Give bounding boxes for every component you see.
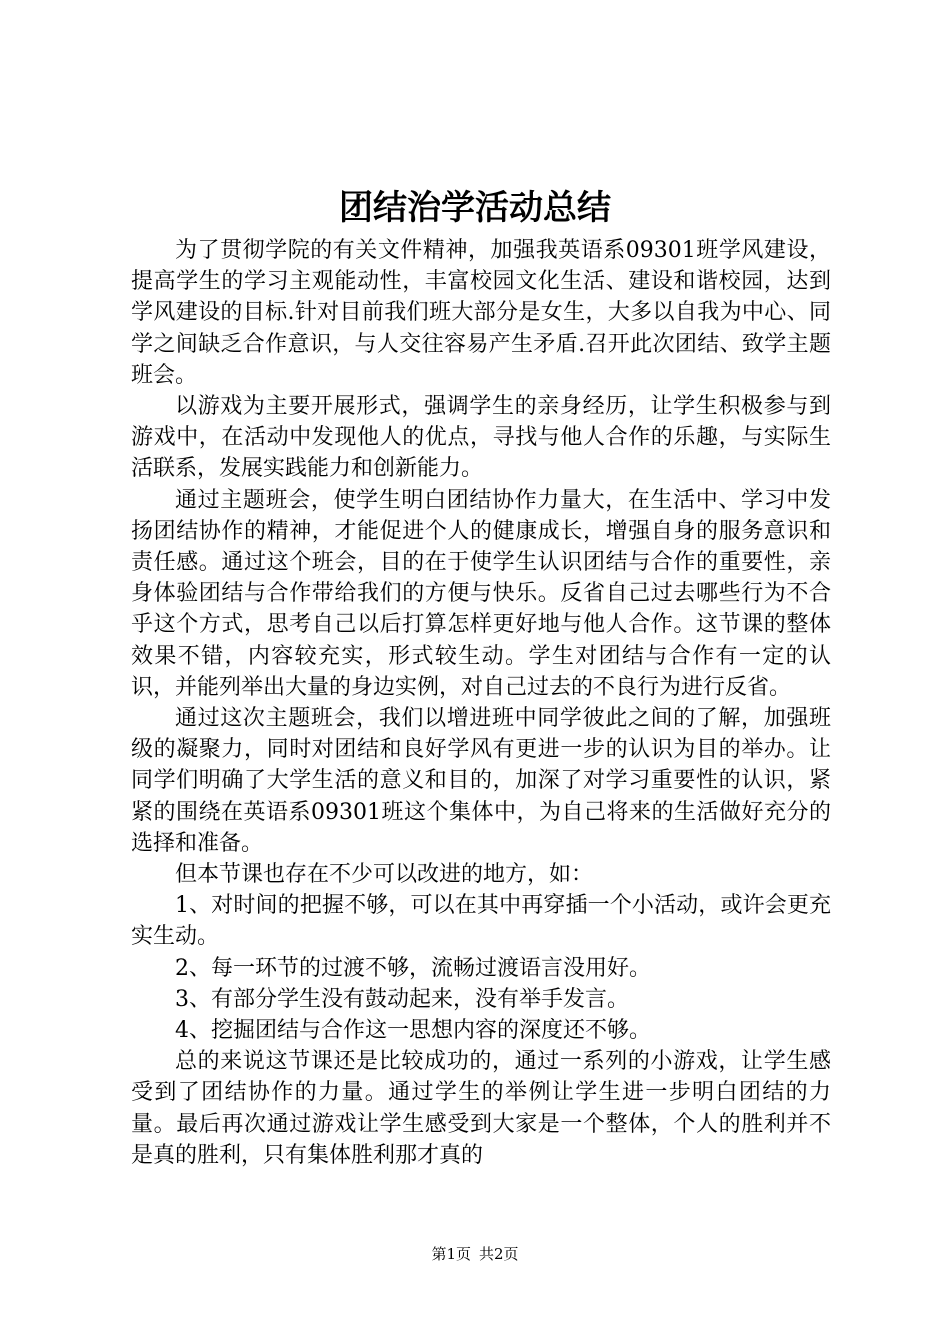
document-title: 团结治学活动总结 bbox=[339, 188, 611, 228]
paragraph: 以游戏为主要开展形式，强调学生的亲身经历，让学生积极参与到游戏中，在活动中发现他人的优点，寻找与他人合作的乐趣，与实际生活联系，发展实践能力和创新能力。 bbox=[131, 394, 831, 482]
list-item: 2、每一环节的过渡不够，流畅过渡语言没用好。 bbox=[175, 955, 651, 981]
page-number: 第1页 bbox=[431, 1245, 471, 1263]
paragraph: 通过主题班会，使学生明白团结协作力量大，在生活中、学习中发扬团结协作的精神，才能促进个人的健康成长，增强自身的服务意识和责任感。通过这个班会，目的在于使学生认识团结与合作的重要性，亲身体验团结与合作带给我们的方便与快乐。反省自己过去哪些行为不合乎这个方式，思考自己以后打算怎样更好地与他人合作。这节课的整体效果不错，内容较充实，形式较生动。学生对团结与合作有一定的认识，并能列举出大量的身边实例，对自己过去的不良行为进行反省。 bbox=[131, 487, 831, 700]
list-item: 3、有部分学生没有鼓动起来，没有举手发言。 bbox=[175, 986, 629, 1012]
page-total: 共2页 bbox=[479, 1245, 519, 1263]
list-item: 4、挖掘团结与合作这一思想内容的深度还不够。 bbox=[175, 1018, 651, 1044]
list-item: 1、对时间的把握不够，可以在其中再穿插一个小活动，或许会更充实生动。 bbox=[131, 893, 831, 950]
paragraph: 通过这次主题班会，我们以增进班中同学彼此之间的了解，加强班级的凝聚力，同时对团结和良好学风有更进一步的认识为目的举办。让同学们明确了大学生活的意义和目的，加深了对学习重要性的认识，紧紧的围绕在英语系09301班这个集体中，为自己将来的生活做好充分的选择和准备。 bbox=[131, 706, 831, 856]
paragraph: 为了贯彻学院的有关文件精神，加强我英语系09301班学风建设，提高学生的学习主观能动性，丰富校园文化生活、建设和谐校园，达到学风建设的目标.针对目前我们班大部分是女生，大多以自我为中心、同学之间缺乏合作意识，与人交往容易产生矛盾.召开此次团结、致学主题班会。 bbox=[131, 238, 831, 388]
paragraph: 总的来说这节课还是比较成功的，通过一系列的小游戏，让学生感受到了团结协作的力量。通过学生的举例让学生进一步明白团结的力量。最后再次通过游戏让学生感受到大家是一个整体，个人的胜利并不是真的胜利，只有集体胜利那才真的 bbox=[131, 1049, 831, 1168]
page-footer bbox=[0, 1244, 950, 1264]
paragraph: 但本节课也存在不少可以改进的地方，如： bbox=[175, 862, 594, 888]
document-body bbox=[131, 235, 831, 1171]
